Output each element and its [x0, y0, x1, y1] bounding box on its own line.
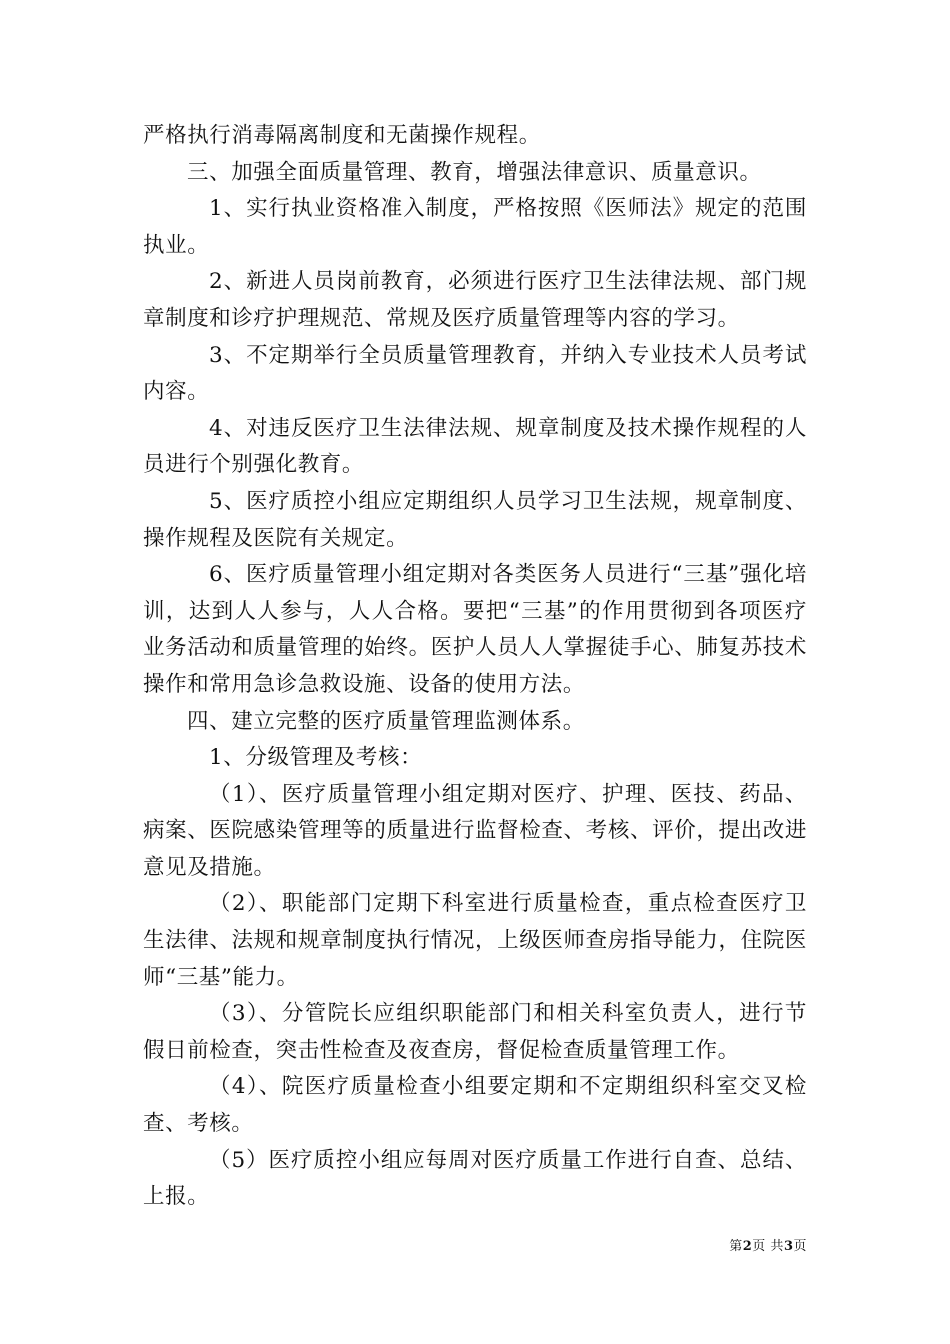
page-number-footer — [700, 1238, 807, 1256]
paragraph-subitem-3: （3）、分管院长应组织职能部门和相关科室负责人，进行节假日前检查，突击性检查及夜查房，督促检查质量管理工作。 — [143, 1001, 807, 1063]
paragraph-subitem-2: （2）、职能部门定期下科室进行质量检查，重点检查医疗卫生法律、法规和规章制度执行情况，上级医师查房指导能力，住院医师“三基”能力。 — [143, 891, 807, 990]
page-current: 2 — [742, 1239, 753, 1254]
paragraph-item-3: 3、不定期举行全员质量管理教育，并纳入专业技术人员考试内容。 — [143, 342, 807, 405]
paragraph-subitem-4: （4）、院医疗质量检查小组要定期和不定期组织科室交叉检查、考核。 — [143, 1074, 807, 1137]
subsection-heading-1: 1、分级管理及考核： — [209, 745, 423, 771]
paragraph-subitem-5: （5）医疗质控小组应每周对医疗质量工作进行自查、总结、上报。 — [143, 1147, 807, 1210]
paragraph-item-2: 2、新进人员岗前教育，必须进行医疗卫生法律法规、部门规章制度和诊疗护理规范、常规及医疗质量管理等内容的学习。 — [143, 269, 807, 331]
section-heading-3: 三、加强全面质量管理、教育，增强法律意识、质量意识。 — [187, 159, 762, 185]
paragraph-item-5: 5、医疗质控小组应定期组织人员学习卫生法规，规章制度、操作规程及医院有关规定。 — [143, 488, 807, 551]
paragraph-item-1: 1、实行执业资格准入制度，严格按照《医师法》规定的范围执业。 — [143, 196, 807, 258]
paragraph-item-4: 4、对违反医疗卫生法律法规、规章制度及技术操作规程的人员进行个别强化教育。 — [143, 415, 807, 478]
page-middle: 页 共 — [752, 1239, 784, 1254]
document-body — [143, 118, 807, 1216]
paragraph-item-6: 6、医疗质量管理小组定期对各类医务人员进行“三基”强化培训，达到人人参与，人人合格。要把“三基”的作用贯彻到各项医疗业务活动和质量管理的始终。医护人员人人掌握徒手心、肺复苏技术操作和常用急诊急救设施、设备的使用方法。 — [143, 562, 807, 697]
page-prefix: 第 — [729, 1239, 743, 1254]
paragraph-continuation: 严格执行消毒隔离制度和无菌操作规程。 — [143, 123, 541, 148]
page-total: 3 — [783, 1239, 794, 1254]
page-suffix: 页 — [793, 1239, 807, 1254]
paragraph-subitem-1: （1）、医疗质量管理小组定期对医疗、护理、医技、药品、病案、医院感染管理等的质量进行监督检查、考核、评价，提出改进意见及措施。 — [143, 781, 807, 880]
section-heading-4: 四、建立完整的医疗质量管理监测体系。 — [187, 708, 585, 734]
